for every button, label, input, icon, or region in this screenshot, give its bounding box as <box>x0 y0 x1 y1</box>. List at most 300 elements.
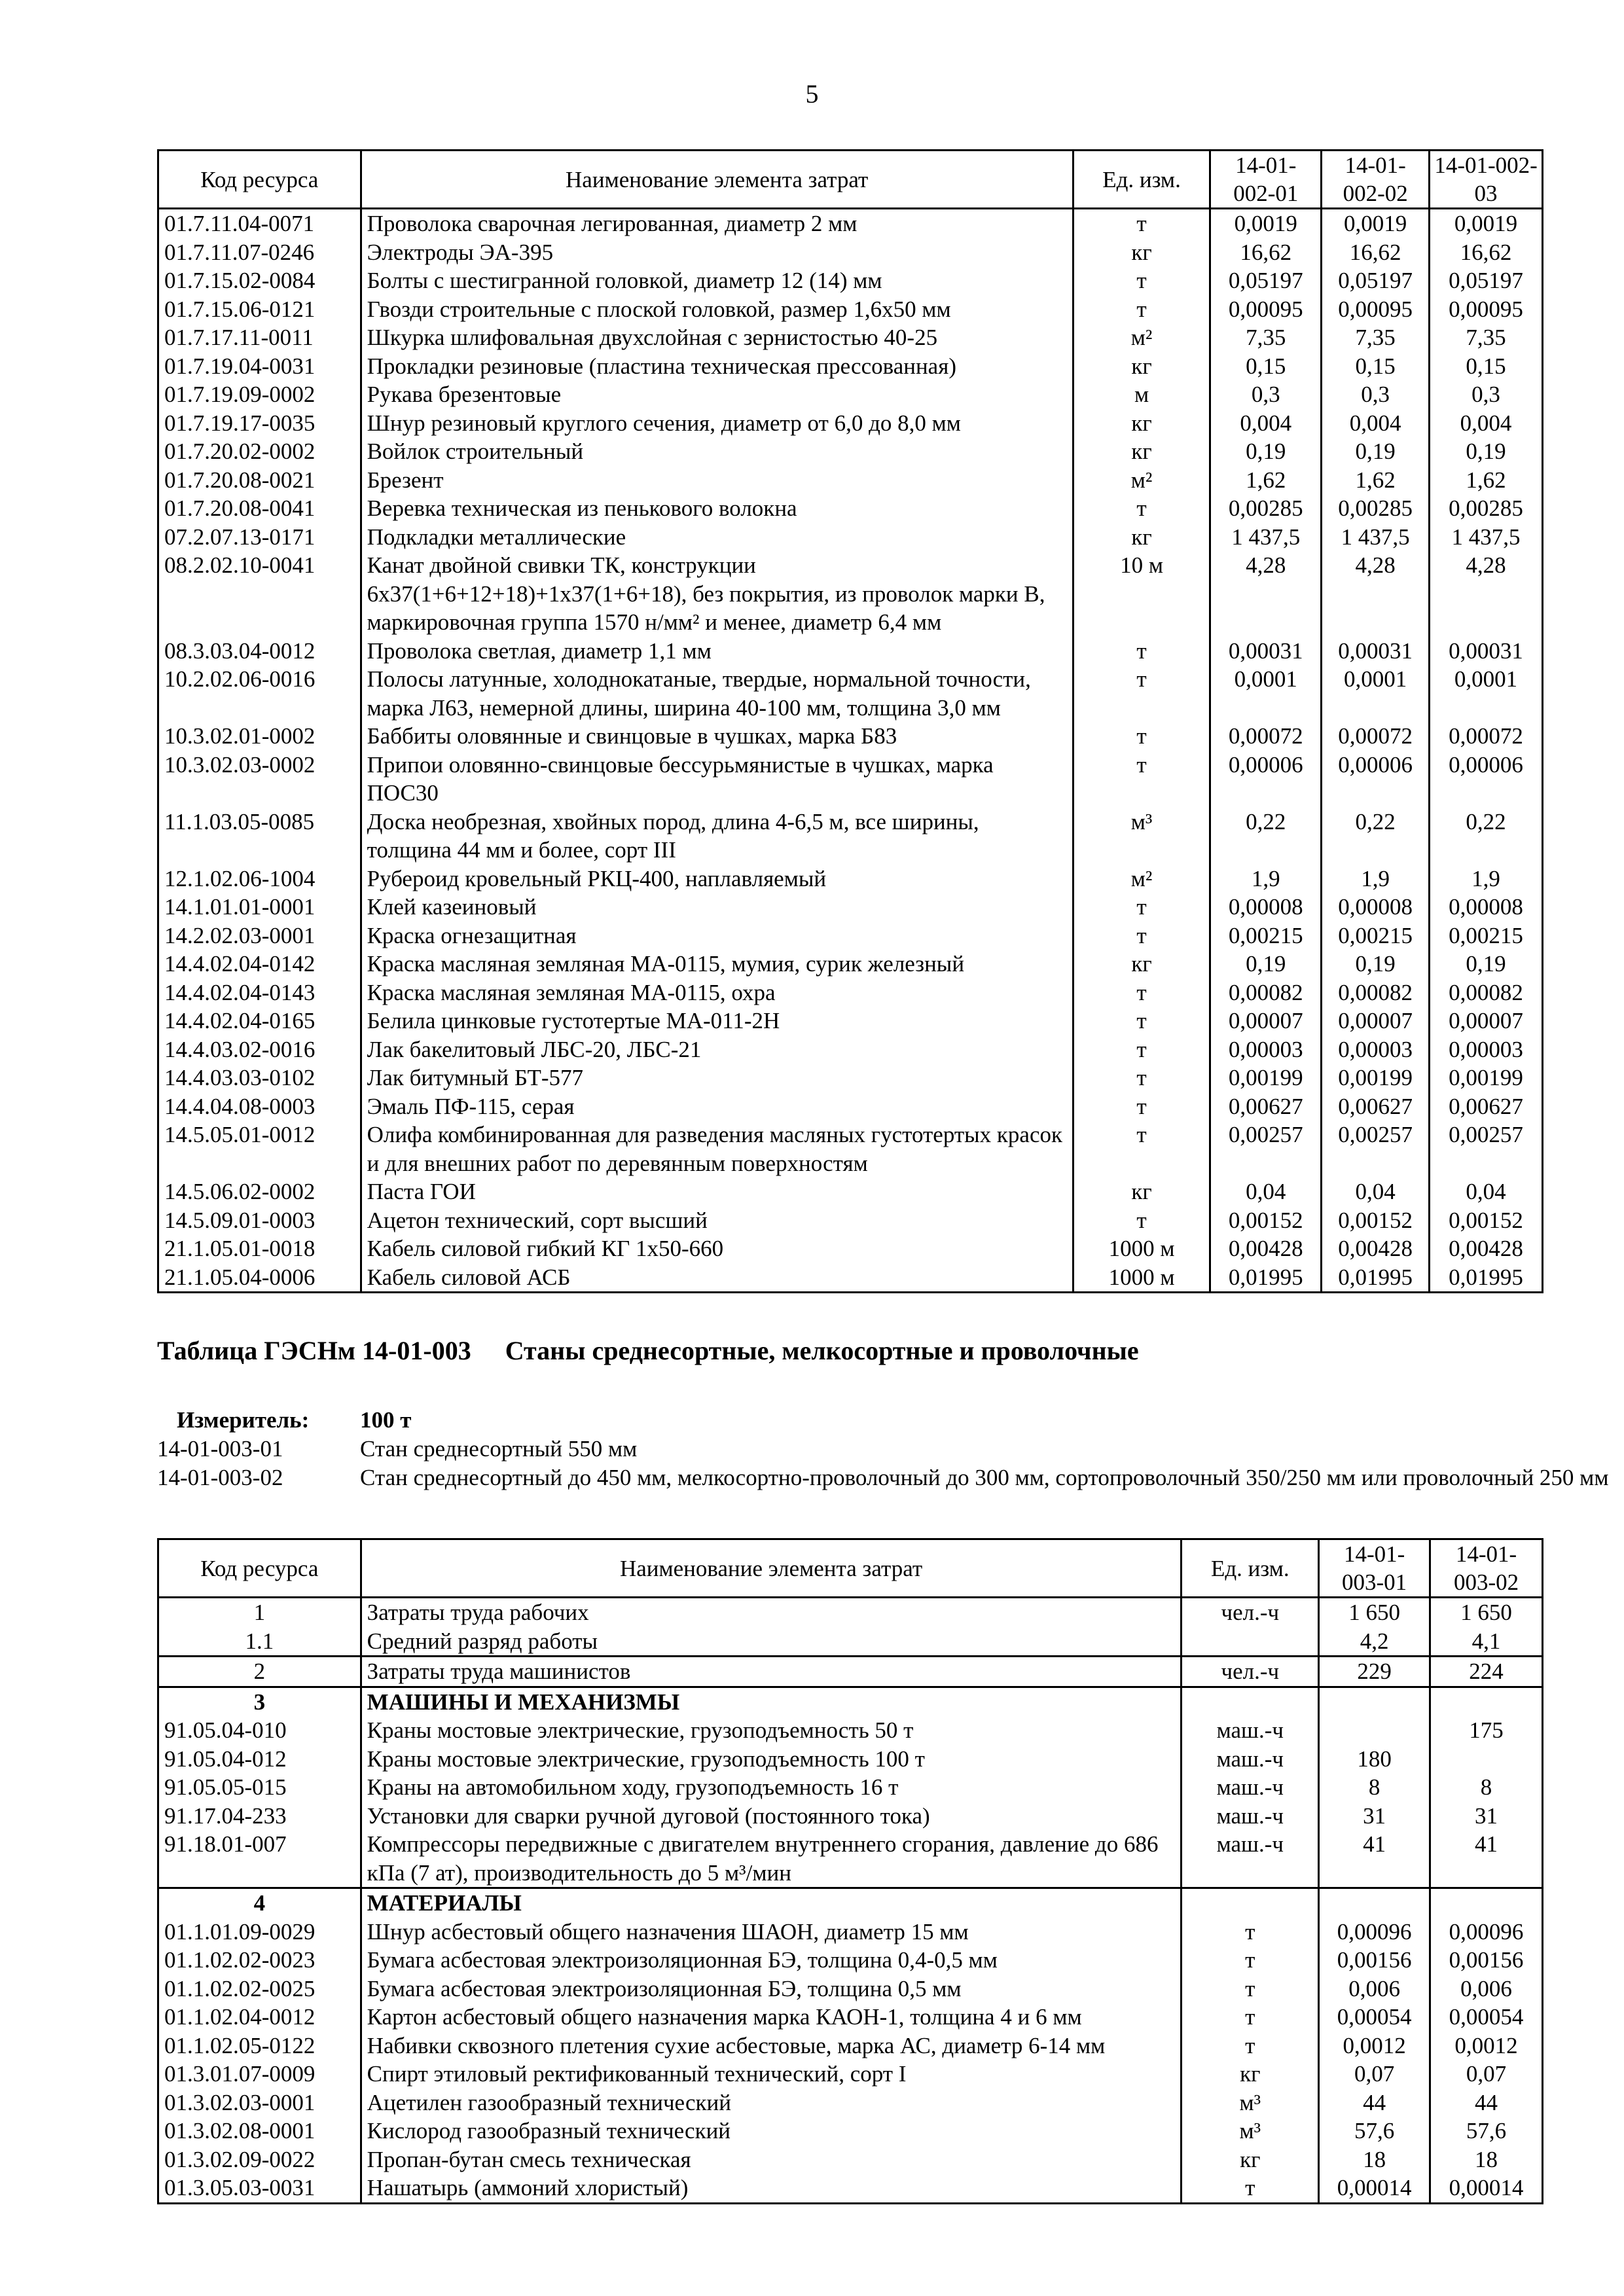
value-col-1: 0,0012 <box>1319 2032 1430 2060</box>
table-row <box>158 1263 1543 1293</box>
value-col-1: 0,00156 <box>1319 1946 1430 1975</box>
resource-code: 01.3.05.03-0031 <box>158 2174 361 2203</box>
resource-code: 14.5.05.01-0012 <box>158 1121 361 1177</box>
value-col-2: 0,00095 <box>1322 295 1430 324</box>
resource-code: 01.1.02.02-0023 <box>158 1946 361 1975</box>
value-col-3: 0,3 <box>1430 380 1543 409</box>
value-col-3: 7,35 <box>1430 323 1543 352</box>
resource-unit <box>1182 1627 1319 1657</box>
resource-code: 01.7.20.08-0041 <box>158 494 361 523</box>
resource-name: Краска масляная земляная МА-0115, охра <box>361 978 1073 1007</box>
value-col-1: 0,00031 <box>1210 637 1322 666</box>
value-col-1: 0,05197 <box>1210 266 1322 295</box>
resource-code: 14.4.03.03-0102 <box>158 1064 361 1092</box>
value-col-1: 0,00072 <box>1210 722 1322 751</box>
table-row <box>158 409 1543 438</box>
resource-name: Клей казеиновый <box>361 893 1073 922</box>
value-col-1 <box>1319 1716 1430 1745</box>
value-col-2: 4,1 <box>1430 1627 1543 1657</box>
resource-code: 14.4.04.08-0003 <box>158 1092 361 1121</box>
table-row <box>158 1598 1543 1627</box>
resource-code: 91.18.01-007 <box>158 1830 361 1888</box>
resource-code: 12.1.02.06-1004 <box>158 865 361 893</box>
resource-code: 01.7.15.02-0084 <box>158 266 361 295</box>
item-text: Стан среднесортный до 450 мм, мелкосортно-проволочный до 300 мм, сортопроволочный 350/250 мм или проволочный 250 мм <box>360 1465 1609 1490</box>
resource-unit: кг <box>1073 352 1210 381</box>
value-col-1: 41 <box>1319 1830 1430 1888</box>
item-code: 14-01-003-01 <box>157 1436 283 1462</box>
value-col-3: 0,00095 <box>1430 295 1543 324</box>
resource-name: Краны мостовые электрические, грузоподъемность 50 т <box>361 1716 1182 1745</box>
value-col-2: 0,01995 <box>1322 1263 1430 1293</box>
value-col-1: 7,35 <box>1210 323 1322 352</box>
table-row <box>158 1918 1543 1946</box>
value-col-3: 0,19 <box>1430 437 1543 466</box>
value-col-1: 0,00285 <box>1210 494 1322 523</box>
table-row <box>158 1177 1543 1206</box>
resource-code: 91.05.04-010 <box>158 1716 361 1745</box>
value-col-1: 57,6 <box>1319 2117 1430 2145</box>
value-col-1: 4,2 <box>1319 1627 1430 1657</box>
value-col-2: 0,15 <box>1322 352 1430 381</box>
value-col-1: 0,00014 <box>1319 2174 1430 2203</box>
value-col-1: 0,15 <box>1210 352 1322 381</box>
resource-unit: 1000 м <box>1073 1234 1210 1263</box>
value-col-1: 0,00096 <box>1319 1918 1430 1946</box>
resource-code: 01.3.02.09-0022 <box>158 2145 361 2174</box>
table-row <box>158 1092 1543 1121</box>
value-col-2: 4,28 <box>1322 551 1430 637</box>
resource-unit: т <box>1182 1946 1319 1975</box>
resource-unit: кг <box>1182 2060 1319 2089</box>
value-col-1: 0,00008 <box>1210 893 1322 922</box>
value-col-2: 0,00006 <box>1322 751 1430 808</box>
resource-name: Средний разряд работы <box>361 1627 1182 1657</box>
resource-unit: т <box>1182 1918 1319 1946</box>
resource-code: 91.17.04-233 <box>158 1802 361 1831</box>
table-row <box>158 1121 1543 1177</box>
value-col-2: 224 <box>1430 1657 1543 1687</box>
value-col-3: 0,00006 <box>1430 751 1543 808</box>
resource-unit <box>1182 1687 1319 1716</box>
resource-code: 01.7.20.08-0021 <box>158 466 361 495</box>
resource-code: 1 <box>158 1598 361 1627</box>
resource-name: Бумага асбестовая электроизоляционная БЭ, толщина 0,4-0,5 мм <box>361 1946 1182 1975</box>
value-col-3: 0,00072 <box>1430 722 1543 751</box>
value-col-2: 0,19 <box>1322 950 1430 978</box>
table-row <box>158 808 1543 865</box>
table-row <box>158 1627 1543 1657</box>
value-col-2 <box>1430 1687 1543 1716</box>
resources-table-14-01-002 <box>157 149 1543 1293</box>
value-col-2 <box>1430 1888 1543 1918</box>
table-row <box>158 1687 1543 1716</box>
resource-code: 10.3.02.01-0002 <box>158 722 361 751</box>
table-row <box>158 1888 1543 1918</box>
value-col-1: 0,00007 <box>1210 1007 1322 1035</box>
resource-unit: чел.-ч <box>1182 1657 1319 1687</box>
value-col-3: 0,00215 <box>1430 922 1543 950</box>
table-row <box>158 209 1543 238</box>
resource-name: Рубероид кровельный РКЦ-400, наплавляемый <box>361 865 1073 893</box>
header-code: Код ресурса <box>158 151 361 209</box>
resource-code: 01.1.02.05-0122 <box>158 2032 361 2060</box>
value-col-2: 0,00215 <box>1322 922 1430 950</box>
resource-unit: т <box>1073 1092 1210 1121</box>
table-row <box>158 437 1543 466</box>
table-label: Таблица ГЭСНм 14-01-003 <box>157 1336 471 1365</box>
resource-unit: кг <box>1073 409 1210 438</box>
table-row <box>158 1007 1543 1035</box>
table-row <box>158 665 1543 722</box>
value-col-1: 0,00428 <box>1210 1234 1322 1263</box>
value-col-1: 0,00003 <box>1210 1035 1322 1064</box>
value-col-1 <box>1319 1687 1430 1716</box>
resource-code: 01.7.19.09-0002 <box>158 380 361 409</box>
resource-unit: т <box>1182 1975 1319 2003</box>
table-row <box>158 551 1543 637</box>
value-col-2: 0,05197 <box>1322 266 1430 295</box>
value-col-2: 0,3 <box>1322 380 1430 409</box>
resource-name: Белила цинковые густотертые МА-011-2Н <box>361 1007 1073 1035</box>
resource-name: Краска масляная земляная МА-0115, мумия, сурик железный <box>361 950 1073 978</box>
value-col-1: 0,00199 <box>1210 1064 1322 1092</box>
value-col-2: 41 <box>1430 1830 1543 1888</box>
resource-code: 3 <box>158 1687 361 1716</box>
resource-unit: м³ <box>1182 2117 1319 2145</box>
resource-unit: кг <box>1073 238 1210 267</box>
resource-name: Проволока сварочная легированная, диаметр 2 мм <box>361 209 1073 238</box>
resource-code: 21.1.05.04-0006 <box>158 1263 361 1293</box>
resource-name: Краны на автомобильном ходу, грузоподъемность 16 т <box>361 1773 1182 1802</box>
value-col-1: 0,0001 <box>1210 665 1322 722</box>
value-col-1: 0,01995 <box>1210 1263 1322 1293</box>
meter-value: 100 т <box>360 1407 412 1433</box>
value-col-1: 1,62 <box>1210 466 1322 495</box>
table-row <box>158 893 1543 922</box>
resource-code: 01.7.15.06-0121 <box>158 295 361 324</box>
value-col-2: 1 437,5 <box>1322 523 1430 552</box>
value-col-3: 0,00152 <box>1430 1206 1543 1235</box>
value-col-1: 0,00095 <box>1210 295 1322 324</box>
resource-code: 2 <box>158 1657 361 1687</box>
header-col-3: 14-01-002-03 <box>1430 151 1543 209</box>
resource-code: 14.4.02.04-0165 <box>158 1007 361 1035</box>
resource-code: 21.1.05.01-0018 <box>158 1234 361 1263</box>
resource-unit: т <box>1073 1064 1210 1092</box>
value-col-2: 7,35 <box>1322 323 1430 352</box>
table-row <box>158 978 1543 1007</box>
value-col-2: 0,004 <box>1322 409 1430 438</box>
value-col-3: 1,62 <box>1430 466 1543 495</box>
resource-code: 01.7.11.04-0071 <box>158 209 361 238</box>
value-col-3: 0,00428 <box>1430 1234 1543 1263</box>
resource-unit: м <box>1073 380 1210 409</box>
value-col-2: 0,00007 <box>1322 1007 1430 1035</box>
resource-unit: т <box>1073 922 1210 950</box>
value-col-2: 0,00627 <box>1322 1092 1430 1121</box>
table-row <box>158 1206 1543 1235</box>
resource-name: Картон асбестовый общего назначения марка КАОН-1, толщина 4 и 6 мм <box>361 2003 1182 2032</box>
resource-name: Лак битумный БТ-577 <box>361 1064 1073 1092</box>
resource-name: Набивки сквозного плетения сухие асбестовые, марка АС, диаметр 6-14 мм <box>361 2032 1182 2060</box>
resource-unit: т <box>1073 1121 1210 1177</box>
value-col-2: 8 <box>1430 1773 1543 1802</box>
header-unit: Ед. изм. <box>1182 1539 1319 1598</box>
resource-unit: т <box>1182 2003 1319 2032</box>
resource-code: 01.7.19.17-0035 <box>158 409 361 438</box>
value-col-2: 57,6 <box>1430 2117 1543 2145</box>
resource-unit: 1000 м <box>1073 1263 1210 1293</box>
table-row <box>158 295 1543 324</box>
value-col-3: 0,00031 <box>1430 637 1543 666</box>
value-col-3: 0,22 <box>1430 808 1543 865</box>
resource-name: Паста ГОИ <box>361 1177 1073 1206</box>
value-col-1: 0,04 <box>1210 1177 1322 1206</box>
value-col-2: 0,00257 <box>1322 1121 1430 1177</box>
resource-name: Полосы латунные, холоднокатаные, твердые, нормальной точности, марка Л63, немерной длины, ширина 40-100 мм, толщина 3,0 мм <box>361 665 1073 722</box>
resource-name: Ацетон технический, сорт высший <box>361 1206 1073 1235</box>
resource-unit: т <box>1073 1035 1210 1064</box>
resource-name: Затраты труда рабочих <box>361 1598 1182 1627</box>
value-col-1: 0,00627 <box>1210 1092 1322 1121</box>
resource-unit: маш.-ч <box>1182 1745 1319 1774</box>
resource-name: Припои оловянно-свинцовые бессурьмянистые в чушках, марка ПОС30 <box>361 751 1073 808</box>
resource-unit <box>1182 1888 1319 1918</box>
value-col-2: 0,19 <box>1322 437 1430 466</box>
resource-code: 91.05.05-015 <box>158 1773 361 1802</box>
value-col-3: 16,62 <box>1430 238 1543 267</box>
table-row <box>158 1716 1543 1745</box>
table-row <box>158 1946 1543 1975</box>
resource-unit: т <box>1073 665 1210 722</box>
value-col-1: 1 650 <box>1319 1598 1430 1627</box>
table-row <box>158 266 1543 295</box>
value-col-1: 0,0019 <box>1210 209 1322 238</box>
value-col-2: 0,00082 <box>1322 978 1430 1007</box>
resources-table-14-01-003 <box>157 1538 1543 2204</box>
value-col-1: 18 <box>1319 2145 1430 2174</box>
resource-code: 08.3.03.04-0012 <box>158 637 361 666</box>
meter-label: Измеритель: <box>177 1407 310 1433</box>
resource-unit: т <box>1073 978 1210 1007</box>
resource-code: 01.7.17.11-0011 <box>158 323 361 352</box>
resource-name: Пропан-бутан смесь техническая <box>361 2145 1182 2174</box>
resource-code: 01.1.01.09-0029 <box>158 1918 361 1946</box>
value-col-1: 1,9 <box>1210 865 1322 893</box>
value-col-2: 175 <box>1430 1716 1543 1745</box>
resource-name: МАШИНЫ И МЕХАНИЗМЫ <box>361 1687 1182 1716</box>
table-row <box>158 1975 1543 2003</box>
value-col-3: 0,00003 <box>1430 1035 1543 1064</box>
resource-name: Шкурка шлифовальная двухслойная с зернистостью 40-25 <box>361 323 1073 352</box>
resource-unit: маш.-ч <box>1182 1830 1319 1888</box>
header-col-2: 14-01-002-02 <box>1322 151 1430 209</box>
resource-unit: кг <box>1073 950 1210 978</box>
resource-unit: м³ <box>1073 808 1210 865</box>
table-row <box>158 637 1543 666</box>
resource-code: 08.2.02.10-0041 <box>158 551 361 637</box>
resource-unit: м² <box>1073 865 1210 893</box>
value-col-3: 1,9 <box>1430 865 1543 893</box>
resource-unit: м² <box>1073 323 1210 352</box>
value-col-1: 0,006 <box>1319 1975 1430 2003</box>
value-col-2: 0,00003 <box>1322 1035 1430 1064</box>
resource-name: Краны мостовые электрические, грузоподъемность 100 т <box>361 1745 1182 1774</box>
resource-unit: т <box>1182 2174 1319 2203</box>
table-row <box>158 2145 1543 2174</box>
resource-name: Лак бакелитовый ЛБС-20, ЛБС-21 <box>361 1035 1073 1064</box>
header-name: Наименование элемента затрат <box>361 1539 1182 1598</box>
resource-name: Электроды ЭА-395 <box>361 238 1073 267</box>
value-col-3: 0,00285 <box>1430 494 1543 523</box>
value-col-2: 0,22 <box>1322 808 1430 865</box>
resource-name: Проволока светлая, диаметр 1,1 мм <box>361 637 1073 666</box>
resource-name: Олифа комбинированная для разведения масляных густотертых красок и для внешних работ по деревянным поверхностям <box>361 1121 1073 1177</box>
resource-unit: кг <box>1182 2145 1319 2174</box>
resource-unit: 10 м <box>1073 551 1210 637</box>
value-col-1: 44 <box>1319 2089 1430 2117</box>
table-row <box>158 2117 1543 2145</box>
value-col-2: 44 <box>1430 2089 1543 2117</box>
resource-unit: кг <box>1073 1177 1210 1206</box>
resource-code: 11.1.03.05-0085 <box>158 808 361 865</box>
resource-code: 01.3.02.08-0001 <box>158 2117 361 2145</box>
value-col-2: 0,006 <box>1430 1975 1543 2003</box>
resource-unit: т <box>1073 1206 1210 1235</box>
resource-code: 14.2.02.03-0001 <box>158 922 361 950</box>
resource-name: Спирт этиловый ректификованный технический, сорт I <box>361 2060 1182 2089</box>
value-col-3: 0,04 <box>1430 1177 1543 1206</box>
resource-code: 01.7.19.04-0031 <box>158 352 361 381</box>
value-col-3: 0,00082 <box>1430 978 1543 1007</box>
item-text: Стан среднесортный 550 мм <box>360 1436 638 1462</box>
table-row <box>158 950 1543 978</box>
value-col-1: 229 <box>1319 1657 1430 1687</box>
resource-code: 14.4.03.02-0016 <box>158 1035 361 1064</box>
resource-code: 14.5.06.02-0002 <box>158 1177 361 1206</box>
header-name: Наименование элемента затрат <box>361 151 1073 209</box>
resource-code: 01.7.20.02-0002 <box>158 437 361 466</box>
table-header-row <box>158 1539 1543 1598</box>
resource-unit: т <box>1073 266 1210 295</box>
resource-name: МАТЕРИАЛЫ <box>361 1888 1182 1918</box>
resource-name: Шнур асбестовый общего назначения ШАОН, диаметр 15 мм <box>361 1918 1182 1946</box>
resource-unit: чел.-ч <box>1182 1598 1319 1627</box>
value-col-3: 0,0001 <box>1430 665 1543 722</box>
value-col-1: 0,3 <box>1210 380 1322 409</box>
value-col-2: 0,00014 <box>1430 2174 1543 2203</box>
resource-code: 1.1 <box>158 1627 361 1657</box>
value-col-3: 0,19 <box>1430 950 1543 978</box>
value-col-3: 0,00199 <box>1430 1064 1543 1092</box>
resource-code: 14.5.09.01-0003 <box>158 1206 361 1235</box>
table-row <box>158 1745 1543 1774</box>
table-row <box>158 1802 1543 1831</box>
resource-code: 14.1.01.01-0001 <box>158 893 361 922</box>
value-col-2: 0,00054 <box>1430 2003 1543 2032</box>
resource-unit: т <box>1073 494 1210 523</box>
resource-name: Рукава брезентовые <box>361 380 1073 409</box>
table-header-row <box>158 151 1543 209</box>
value-col-2: 0,00072 <box>1322 722 1430 751</box>
value-col-2: 1,62 <box>1322 466 1430 495</box>
table-row <box>158 1064 1543 1092</box>
resource-code: 4 <box>158 1888 361 1918</box>
value-col-2: 0,0019 <box>1322 209 1430 238</box>
table-row <box>158 2060 1543 2089</box>
value-col-3: 0,00627 <box>1430 1092 1543 1121</box>
resource-unit: т <box>1073 637 1210 666</box>
resource-name: Ацетилен газообразный технический <box>361 2089 1182 2117</box>
table-row <box>158 494 1543 523</box>
table-row <box>158 865 1543 893</box>
value-col-3: 0,00007 <box>1430 1007 1543 1035</box>
resource-name: Брезент <box>361 466 1073 495</box>
resource-name: Компрессоры передвижные с двигателем внутреннего сгорания, давление до 686 кПа (7 ат), производительность до 5 м³/мин <box>361 1830 1182 1888</box>
value-col-3: 0,00257 <box>1430 1121 1543 1177</box>
resource-name: Войлок строительный <box>361 437 1073 466</box>
resource-name: Веревка техническая из пенькового волокна <box>361 494 1073 523</box>
value-col-1: 16,62 <box>1210 238 1322 267</box>
value-col-3: 0,004 <box>1430 409 1543 438</box>
resource-name: Болты с шестигранной головкой, диаметр 12 (14) мм <box>361 266 1073 295</box>
value-col-3: 4,28 <box>1430 551 1543 637</box>
value-col-1: 4,28 <box>1210 551 1322 637</box>
resource-name: Установки для сварки ручной дуговой (постоянного тока) <box>361 1802 1182 1831</box>
value-col-1: 0,00257 <box>1210 1121 1322 1177</box>
value-col-2: 0,00031 <box>1322 637 1430 666</box>
value-col-2: 0,00285 <box>1322 494 1430 523</box>
resource-name: Кабель силовой гибкий КГ 1х50-660 <box>361 1234 1073 1263</box>
resource-unit: т <box>1073 295 1210 324</box>
resource-name: Прокладки резиновые (пластина техническая прессованная) <box>361 352 1073 381</box>
resource-code: 14.4.02.04-0143 <box>158 978 361 1007</box>
resource-code: 10.3.02.03-0002 <box>158 751 361 808</box>
resource-unit: кг <box>1073 523 1210 552</box>
value-col-2 <box>1430 1745 1543 1774</box>
resource-unit: т <box>1073 751 1210 808</box>
resource-name: Краска огнезащитная <box>361 922 1073 950</box>
value-col-1: 0,19 <box>1210 950 1322 978</box>
resource-name: Баббиты оловянные и свинцовые в чушках, марка Б83 <box>361 722 1073 751</box>
value-col-2: 1,9 <box>1322 865 1430 893</box>
resource-name: Канат двойной свивки ТК, конструкции 6х37(1+6+12+18)+1х37(1+6+18), без покрытия, из проволок марки В, маркировочная группа 1570 н/мм² и менее, диаметр 6,4 мм <box>361 551 1073 637</box>
value-col-1: 0,00215 <box>1210 922 1322 950</box>
resource-unit: маш.-ч <box>1182 1716 1319 1745</box>
table-row <box>158 323 1543 352</box>
table-row <box>158 922 1543 950</box>
value-col-2: 0,00096 <box>1430 1918 1543 1946</box>
value-col-2: 0,07 <box>1430 2060 1543 2089</box>
header-col-1: 14-01-002-01 <box>1210 151 1322 209</box>
item-code: 14-01-003-02 <box>157 1465 283 1490</box>
table-row <box>158 380 1543 409</box>
resource-unit: кг <box>1073 437 1210 466</box>
table-row <box>158 1035 1543 1064</box>
table-row <box>158 352 1543 381</box>
value-col-1: 0,07 <box>1319 2060 1430 2089</box>
value-col-1 <box>1319 1888 1430 1918</box>
resource-name: Шнур резиновый круглого сечения, диаметр от 6,0 до 8,0 мм <box>361 409 1073 438</box>
value-col-2: 0,00152 <box>1322 1206 1430 1235</box>
resource-name: Нашатырь (аммоний хлористый) <box>361 2174 1182 2203</box>
resource-unit: т <box>1182 2032 1319 2060</box>
value-col-2: 31 <box>1430 1802 1543 1831</box>
table-row <box>158 1830 1543 1888</box>
resource-name: Гвозди строительные с плоской головкой, размер 1,6х50 мм <box>361 295 1073 324</box>
value-col-2: 18 <box>1430 2145 1543 2174</box>
